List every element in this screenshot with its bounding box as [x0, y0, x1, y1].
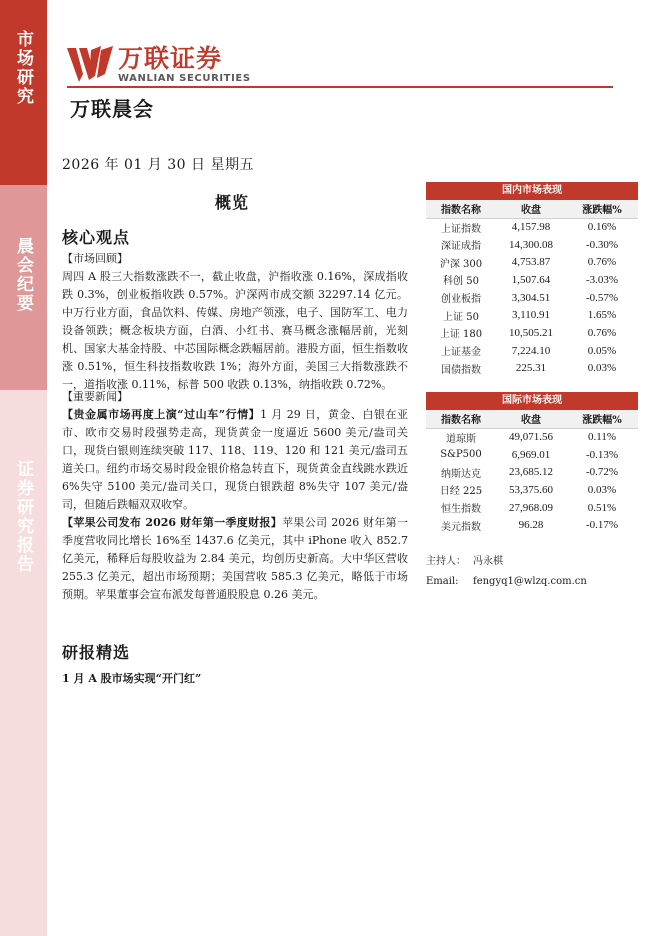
change-value: 0.03%: [587, 483, 617, 496]
news-item-precious-metals: [62, 406, 408, 514]
index-name: 创业板指: [441, 294, 481, 306]
sidebar-section-market-research: [0, 0, 47, 185]
change-value: -0.30%: [585, 238, 619, 251]
change-value: -0.57%: [585, 291, 619, 304]
index-name: 深证成指: [441, 241, 481, 253]
international-table-caption: 国际市场表现: [426, 392, 638, 410]
report-date: 2026 年 01 月 30 日 星期五: [62, 157, 254, 173]
page-title: 万联晨会: [70, 97, 154, 121]
change-value: 1.65%: [587, 309, 617, 322]
email-row: [426, 572, 587, 592]
close-value: 10,505.21: [509, 326, 553, 339]
header-close: 收盘: [496, 410, 566, 428]
table-row: [426, 428, 638, 446]
change-value: 0.51%: [587, 501, 617, 514]
table-row: [426, 306, 638, 324]
index-name: 上证基金: [441, 347, 481, 359]
change-value: 0.11%: [587, 431, 616, 444]
table-row: [426, 271, 638, 289]
table-row: [426, 463, 638, 481]
market-review-section: [62, 250, 408, 394]
table-header-row: [426, 200, 638, 218]
close-value: 96.28: [518, 519, 544, 532]
table-row: [426, 446, 638, 464]
index-name: 上证指数: [441, 223, 481, 235]
table-row: [426, 342, 638, 360]
table-row: [426, 360, 638, 378]
close-value: 1,507.64: [511, 273, 551, 286]
change-value: -0.13%: [585, 448, 619, 461]
research-item-link[interactable]: 1 月 A 股市场实现“开门红”: [62, 672, 202, 685]
table-row: [426, 516, 638, 534]
table-row: [426, 324, 638, 342]
index-name: 恒生指数: [441, 504, 481, 516]
news-body: 1 月 29 日，黄金、白银在亚市、欧市交易时段强势走高，现货黄金一度逼近 5600 美元/盎司关口，现货白银则连续突破 117、118、119、120 和 121 美元/盎司五道关口。纽约市场交易时段金银价格急转直下，现货黄金直线跳水跌近 6%失守 5100 美元/盎司关口，现货白银跌超 8%失守 107 美元/盎司，但随后跌幅双双收窄。: [62, 408, 408, 511]
company-logo: [67, 46, 251, 84]
table-row: [426, 236, 638, 254]
header-index-name: 指数名称: [426, 200, 496, 218]
host-label: 主持人：: [426, 556, 466, 567]
change-value: -3.03%: [585, 273, 619, 286]
email-label: Email:: [426, 576, 459, 587]
sidebar-label: 晨会纪要: [13, 237, 33, 313]
news-item-apple-earnings: [62, 514, 408, 604]
close-value: 4,157.98: [511, 221, 551, 234]
close-value: 27,968.09: [509, 501, 553, 514]
close-value: 49,071.56: [509, 431, 553, 444]
change-value: 0.03%: [587, 362, 617, 375]
news-title: 【苹果公司发布 2026 财年第一季度财报】: [62, 516, 283, 529]
sidebar-label: 市场研究: [13, 30, 33, 106]
wanlian-logo-icon: [67, 46, 113, 84]
table-row: [426, 289, 638, 307]
core-views-heading: 核心观点: [62, 228, 131, 247]
close-value: 14,300.08: [509, 238, 553, 251]
close-value: 225.31: [515, 362, 547, 375]
index-name: 沪深 300: [439, 258, 483, 270]
email-link[interactable]: fengyq1@wlzq.com.cn: [473, 576, 587, 587]
sidebar-label: 证券研究报告: [13, 460, 33, 574]
market-review-tag: 【市场回顾】: [62, 252, 128, 265]
logo-english-name: WANLIAN SECURITIES: [118, 73, 251, 84]
index-name: 国债指数: [441, 364, 481, 376]
change-value: -0.72%: [585, 466, 619, 479]
left-sidebar: [0, 0, 47, 936]
domestic-market-table: [426, 182, 638, 377]
close-value: 6,969.01: [511, 448, 551, 461]
header-close: 收盘: [496, 200, 566, 218]
news-section: [62, 388, 408, 604]
close-value: 23,685.12: [509, 466, 553, 479]
index-name: 上证 50: [443, 311, 479, 323]
news-body: 苹果公司 2026 财年第一季度营收同比增长 16%至 1437.6 亿美元，其中 iPhone 收入 852.7 亿美元，稀释后每股收益为 2.84 美元，均创历史新高。大中华区营收 255.3 亿美元，超出市场预期；美国营收 585.3 亿美元，略低于市场预期。苹果董事会宣布派发每普通股股息 0.26 美元。: [62, 516, 408, 601]
sidebar-section-morning-notes: [0, 185, 47, 390]
close-value: 3,304.51: [511, 291, 551, 304]
change-value: 0.05%: [587, 344, 617, 357]
news-title: 【贵金属市场再度上演“过山车”行情】: [62, 408, 261, 421]
close-value: 53,375.60: [509, 483, 553, 496]
research-picks-heading: 研报精选: [62, 643, 131, 662]
change-value: 0.16%: [587, 221, 617, 234]
header-change: 涨跌幅%: [566, 200, 638, 218]
close-value: 4,753.87: [511, 256, 551, 269]
table-row: [426, 481, 638, 499]
index-name: 道琼斯: [446, 433, 476, 445]
header-change: 涨跌幅%: [566, 410, 638, 428]
host-name: 冯永棋: [473, 556, 503, 567]
table-row: [426, 218, 638, 236]
table-row: [426, 253, 638, 271]
news-tag: 【重要新闻】: [62, 390, 128, 403]
change-value: 0.76%: [587, 256, 617, 269]
change-value: 0.76%: [587, 326, 617, 339]
sidebar-section-securities-report: [0, 390, 47, 936]
international-market-table: [426, 392, 638, 534]
index-name: 科创 50: [443, 276, 479, 288]
index-name: S&P500: [440, 449, 482, 461]
header-index-name: 指数名称: [426, 410, 496, 428]
table-row: [426, 499, 638, 517]
overview-heading: 概览: [215, 193, 250, 212]
market-review-paragraph: 周四 A 股三大指数涨跌不一，截止收盘，沪指收涨 0.16%，深成指收跌 0.3%，创业板指收跌 0.57%。沪深两市成交额 32297.14 亿元。中万行业方面，食品饮料、传媒、房地产领涨，电子、国防军工、电力设备领跌；概念板块方面，白酒、小红书、赛马概念涨幅居前，光刻机、国家大基金持股、中芯国际概念跌幅居前。港股方面，恒生指数收涨 0.51%，恒生科技指数收跌 1%；海外方面，美国三大指数涨跌不一，道指收涨 0.11%，标普 500 收跌 0.13%，纳指收跌 0.72%。: [62, 270, 408, 391]
domestic-table-caption: 国内市场表现: [426, 182, 638, 200]
index-name: 日经 225: [439, 486, 483, 498]
index-name: 美元指数: [441, 521, 481, 533]
table-header-row: [426, 410, 638, 428]
close-value: 7,224.10: [511, 344, 551, 357]
index-name: 上证 180: [439, 329, 483, 341]
host-row: [426, 552, 587, 572]
logo-chinese-name: 万联证券: [118, 44, 223, 73]
host-info: [426, 552, 587, 592]
change-value: -0.17%: [585, 519, 619, 532]
index-name: 纳斯达克: [441, 468, 481, 480]
close-value: 3,110.91: [511, 309, 551, 322]
header-divider: [67, 86, 613, 88]
